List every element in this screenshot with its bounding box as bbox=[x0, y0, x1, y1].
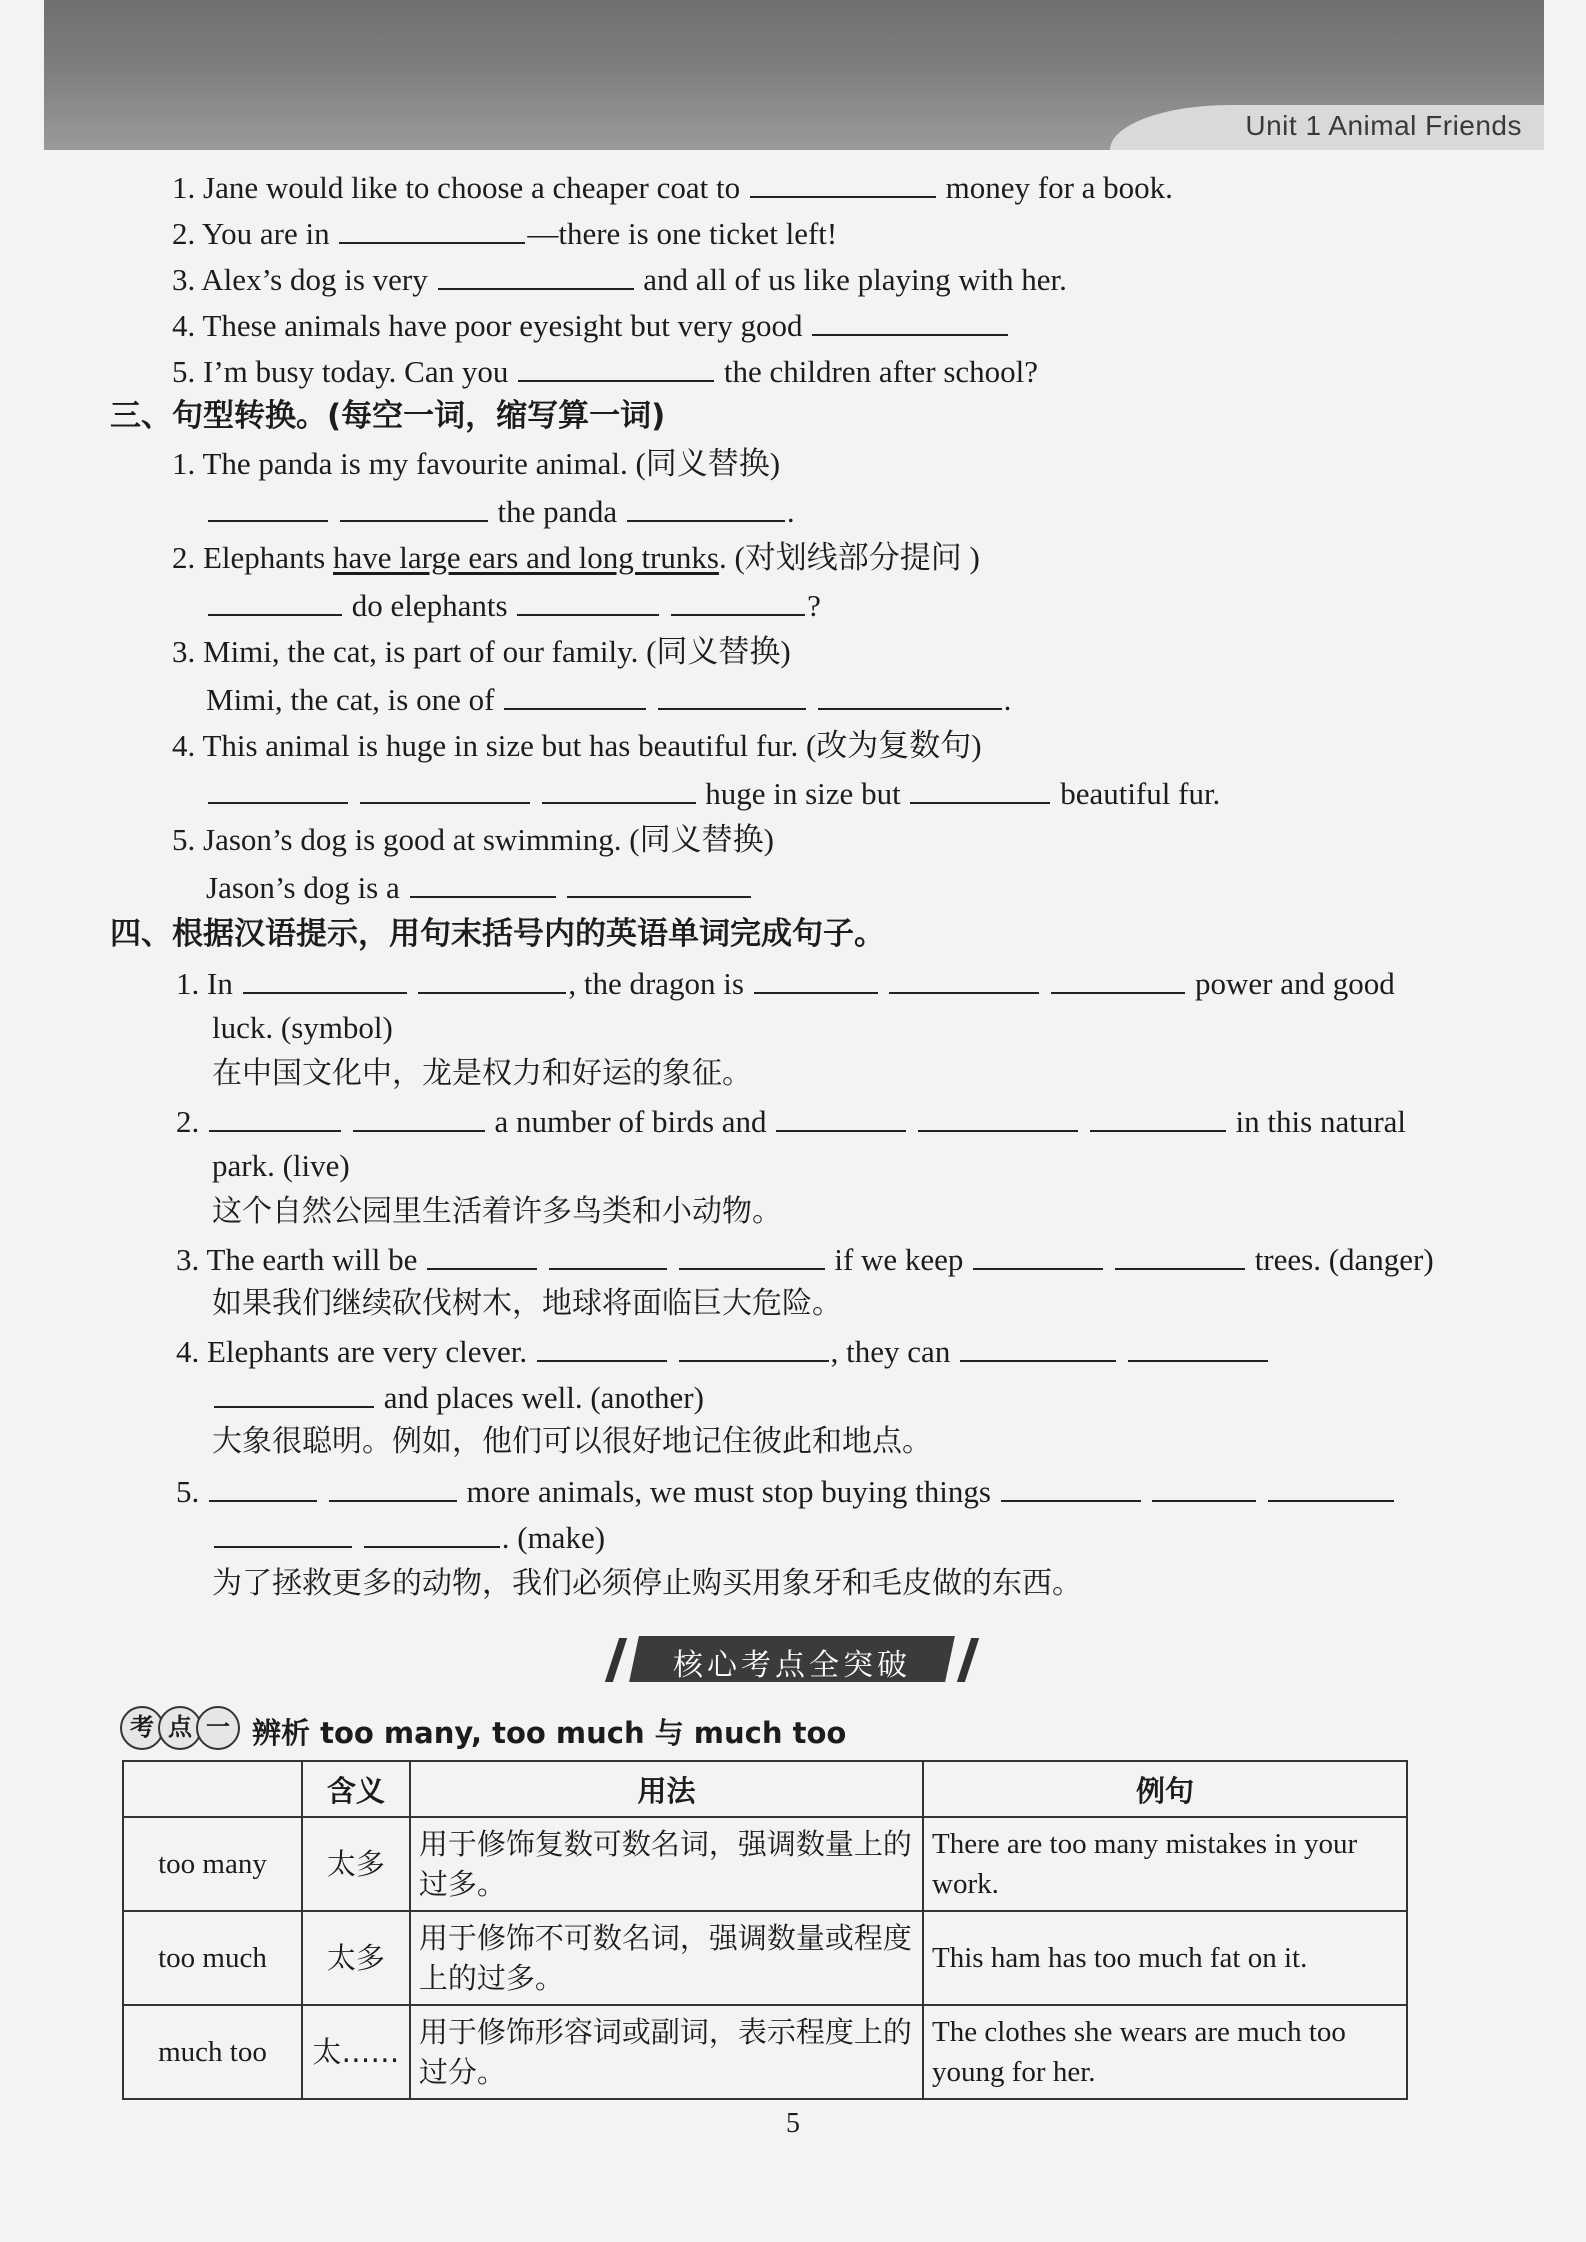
answer-blank[interactable] bbox=[208, 772, 348, 804]
answer-blank[interactable] bbox=[776, 1100, 906, 1132]
answer-blank[interactable] bbox=[567, 866, 751, 898]
kaodian-badge-3: 一 bbox=[196, 1706, 240, 1750]
unit-title: Unit 1 Animal Friends bbox=[1245, 110, 1522, 141]
answer-blank[interactable] bbox=[679, 1238, 825, 1270]
part4-item-2-line2: park. (live) bbox=[212, 1148, 350, 1183]
answer-blank[interactable] bbox=[1115, 1238, 1245, 1270]
answer-blank[interactable] bbox=[537, 1330, 667, 1362]
table-row bbox=[123, 2005, 1407, 2099]
part3-item-1-question: 1. The panda is my favourite animal. (同义替换) bbox=[172, 446, 781, 481]
answer-blank[interactable] bbox=[658, 678, 806, 710]
answer-blank[interactable] bbox=[679, 1330, 829, 1362]
answer-blank[interactable] bbox=[438, 258, 634, 290]
answer-blank[interactable] bbox=[209, 1100, 341, 1132]
table-cell-usage: 用于修饰不可数名词，强调数量或程度上的过多。 bbox=[410, 1911, 923, 2005]
part4-heading: 四、根据汉语提示，用句末括号内的英语单词完成句子。 bbox=[110, 916, 885, 952]
part3-item-1-answer: the panda . bbox=[206, 490, 795, 532]
part2-item-4: 4. These animals have poor eyesight but very good bbox=[172, 304, 1010, 346]
part2-item-3: 3. Alex’s dog is very and all of us like playing with her. bbox=[172, 258, 1067, 300]
table-cell-term: too much bbox=[123, 1911, 302, 2005]
part4-item-2-line1: 2. a number of birds and in this natural bbox=[176, 1100, 1406, 1142]
part4-item-4-line2: and places well. (another) bbox=[212, 1376, 704, 1418]
part4-item-3-line1: 3. The earth will be if we keep trees. (danger) bbox=[176, 1238, 1434, 1280]
table-cell-meaning: 太多 bbox=[302, 1911, 410, 2005]
answer-blank[interactable] bbox=[208, 490, 328, 522]
part3-item-2-question: 2. Elephants have large ears and long trunks. (对划线部分提问 ) bbox=[172, 540, 980, 575]
answer-blank[interactable] bbox=[1152, 1470, 1256, 1502]
core-points-banner bbox=[612, 1628, 972, 1690]
answer-blank[interactable] bbox=[910, 772, 1050, 804]
answer-blank[interactable] bbox=[671, 584, 805, 616]
answer-blank[interactable] bbox=[627, 490, 785, 522]
table-header-meaning: 含义 bbox=[302, 1761, 410, 1817]
answer-blank[interactable] bbox=[973, 1238, 1103, 1270]
kaodian-title: 辨析 too many, too much 与 much too bbox=[252, 1715, 847, 1750]
kaodian-badge-2: 点 bbox=[158, 1706, 202, 1750]
answer-blank[interactable] bbox=[1128, 1330, 1268, 1362]
table-cell-meaning: 太多 bbox=[302, 1817, 410, 1911]
table-cell-example: This ham has too much fat on it. bbox=[923, 1911, 1407, 2005]
part4-item-1-chinese: 在中国文化中，龙是权力和好运的象征。 bbox=[212, 1056, 752, 1091]
usage-table bbox=[122, 1760, 1408, 2100]
answer-blank[interactable] bbox=[1268, 1470, 1394, 1502]
table-cell-usage: 用于修饰形容词或副词，表示程度上的过分。 bbox=[410, 2005, 923, 2099]
table-header-example: 例句 bbox=[923, 1761, 1407, 1817]
table-cell-term: much too bbox=[123, 2005, 302, 2099]
answer-blank[interactable] bbox=[918, 1100, 1078, 1132]
answer-blank[interactable] bbox=[208, 584, 342, 616]
part3-item-5-answer: Jason’s dog is a bbox=[206, 866, 753, 908]
page-number: 5 bbox=[786, 2108, 800, 2139]
answer-blank[interactable] bbox=[1051, 962, 1185, 994]
kaodian-heading bbox=[120, 1706, 846, 1750]
part4-item-4-chinese: 大象很聪明。例如，他们可以很好地记住彼此和地点。 bbox=[212, 1424, 932, 1459]
table-header-row bbox=[123, 1761, 1407, 1817]
part2-item-1: 1. Jane would like to choose a cheaper coat to money for a book. bbox=[172, 166, 1173, 208]
answer-blank[interactable] bbox=[812, 304, 1008, 336]
answer-blank[interactable] bbox=[750, 166, 936, 198]
part4-item-1-line1: 1. In , the dragon is power and good bbox=[176, 962, 1395, 1004]
answer-blank[interactable] bbox=[360, 772, 530, 804]
answer-blank[interactable] bbox=[504, 678, 646, 710]
answer-blank[interactable] bbox=[517, 584, 659, 616]
table-cell-example: There are too many mistakes in your work. bbox=[923, 1817, 1407, 1911]
underlined-phrase: have large ears and long trunks bbox=[333, 540, 719, 575]
answer-blank[interactable] bbox=[214, 1516, 352, 1548]
answer-blank[interactable] bbox=[214, 1376, 374, 1408]
part3-item-2-answer: do elephants ? bbox=[206, 584, 821, 626]
kaodian-badge-1: 考 bbox=[120, 1706, 164, 1750]
table-row bbox=[123, 1817, 1407, 1911]
table-row bbox=[123, 1911, 1407, 2005]
answer-blank[interactable] bbox=[418, 962, 566, 994]
answer-blank[interactable] bbox=[329, 1470, 457, 1502]
answer-blank[interactable] bbox=[542, 772, 696, 804]
answer-blank[interactable] bbox=[549, 1238, 667, 1270]
answer-blank[interactable] bbox=[410, 866, 556, 898]
answer-blank[interactable] bbox=[427, 1238, 537, 1270]
part3-item-3-answer: Mimi, the cat, is one of . bbox=[206, 678, 1011, 720]
part3-heading: 三、句型转换。(每空一词，缩写算一词) bbox=[110, 398, 666, 434]
part4-item-2-chinese: 这个自然公园里生活着许多鸟类和小动物。 bbox=[212, 1194, 782, 1229]
answer-blank[interactable] bbox=[209, 1470, 317, 1502]
table-header-term bbox=[123, 1761, 302, 1817]
answer-blank[interactable] bbox=[339, 212, 525, 244]
answer-blank[interactable] bbox=[1090, 1100, 1226, 1132]
table-cell-meaning: 太…… bbox=[302, 2005, 410, 2099]
part4-item-1-line2: luck. (symbol) bbox=[212, 1010, 393, 1045]
part3-item-4-question: 4. This animal is huge in size but has beautiful fur. (改为复数句) bbox=[172, 728, 982, 763]
answer-blank[interactable] bbox=[353, 1100, 485, 1132]
part4-item-4-line1: 4. Elephants are very clever. , they can bbox=[176, 1330, 1270, 1372]
part2-item-5: 5. I’m busy today. Can you the children after school? bbox=[172, 350, 1038, 392]
table-cell-usage: 用于修饰复数可数名词，强调数量上的过多。 bbox=[410, 1817, 923, 1911]
part3-item-5-question: 5. Jason’s dog is good at swimming. (同义替换) bbox=[172, 822, 774, 857]
part4-item-5-chinese: 为了拯救更多的动物，我们必须停止购买用象牙和毛皮做的东西。 bbox=[212, 1566, 1082, 1601]
part3-item-3-question: 3. Mimi, the cat, is part of our family. (同义替换) bbox=[172, 634, 791, 669]
answer-blank[interactable] bbox=[960, 1330, 1116, 1362]
answer-blank[interactable] bbox=[754, 962, 878, 994]
table-cell-term: too many bbox=[123, 1817, 302, 1911]
table-cell-example: The clothes she wears are much too young for her. bbox=[923, 2005, 1407, 2099]
answer-blank[interactable] bbox=[364, 1516, 500, 1548]
part2-item-2: 2. You are in —there is one ticket left! bbox=[172, 212, 837, 254]
part4-item-3-chinese: 如果我们继续砍伐树木，地球将面临巨大危险。 bbox=[212, 1286, 842, 1321]
answer-blank[interactable] bbox=[889, 962, 1039, 994]
answer-blank[interactable] bbox=[1001, 1470, 1141, 1502]
banner-text: 核心考点全突破 bbox=[673, 1648, 911, 1683]
answer-blank[interactable] bbox=[818, 678, 1002, 710]
part3-item-4-answer: huge in size but beautiful fur. bbox=[206, 772, 1220, 814]
part4-item-5-line1: 5. more animals, we must stop buying things bbox=[176, 1470, 1396, 1512]
answer-blank[interactable] bbox=[243, 962, 407, 994]
table-header-usage: 用法 bbox=[410, 1761, 923, 1817]
answer-blank[interactable] bbox=[518, 350, 714, 382]
answer-blank[interactable] bbox=[340, 490, 488, 522]
part4-item-5-line2: . (make) bbox=[212, 1516, 605, 1558]
